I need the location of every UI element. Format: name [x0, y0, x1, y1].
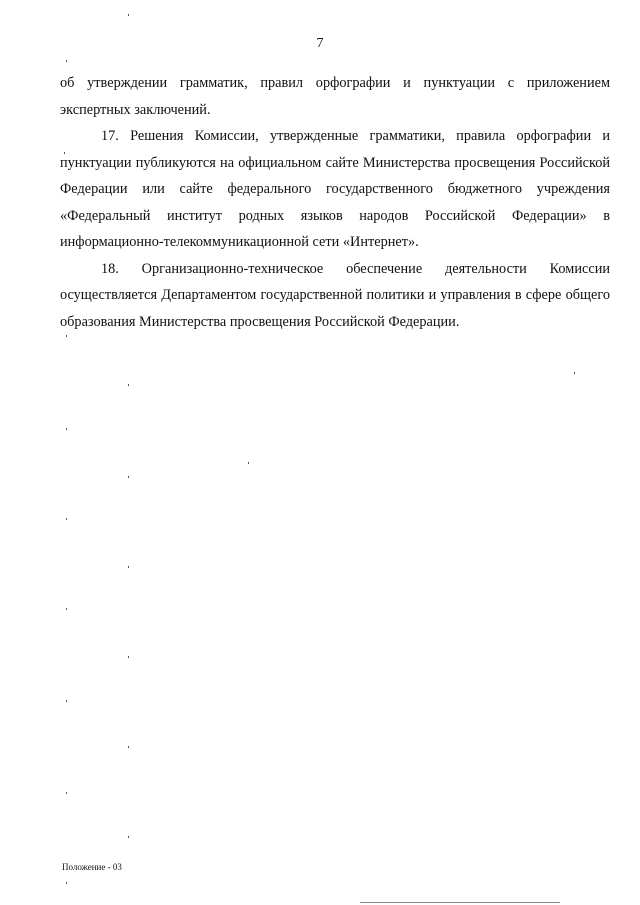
scan-speck [64, 152, 65, 154]
paragraph-continuation: об утверждении грамматик, правил орфографии и пунктуации с приложением экспертных заключений. [60, 75, 610, 118]
scan-speck [128, 476, 129, 478]
scan-speck [66, 792, 67, 794]
scan-speck [128, 656, 129, 658]
scan-speck [66, 882, 67, 884]
document-body [60, 70, 610, 335]
document-footer: Положение - 03 [62, 862, 122, 872]
paragraph-17: 17. Решения Комиссии, утвержденные грамматики, правила орфографии и пунктуации публикуются на официальном сайте Министерства просвещения Российской Федерации или сайте федерального государственного бюджетного учреждения «Федеральный институт родных языков народов Российской Федерации» в информационно-телекоммуникационной сети «Интернет». [60, 128, 610, 250]
scan-speck [128, 14, 129, 16]
scan-speck [66, 60, 67, 62]
paragraph-18: 18. Организационно-техническое обеспечение деятельности Комиссии осуществляется Департаментом государственной политики и управления в сфере общего образования Министерства просвещения Российской Федерации. [60, 260, 610, 330]
scan-speck [128, 836, 129, 838]
scan-speck [66, 518, 67, 520]
scan-speck [66, 700, 67, 702]
scan-speck [66, 335, 67, 337]
scan-speck [574, 372, 575, 374]
scan-speck [248, 462, 249, 464]
scan-speck [66, 608, 67, 610]
scan-edge-line [360, 902, 560, 903]
scan-speck [66, 428, 67, 430]
page-number: 7 [316, 36, 324, 51]
scan-speck [128, 566, 129, 568]
scan-speck [128, 746, 129, 748]
scan-speck [128, 384, 129, 386]
